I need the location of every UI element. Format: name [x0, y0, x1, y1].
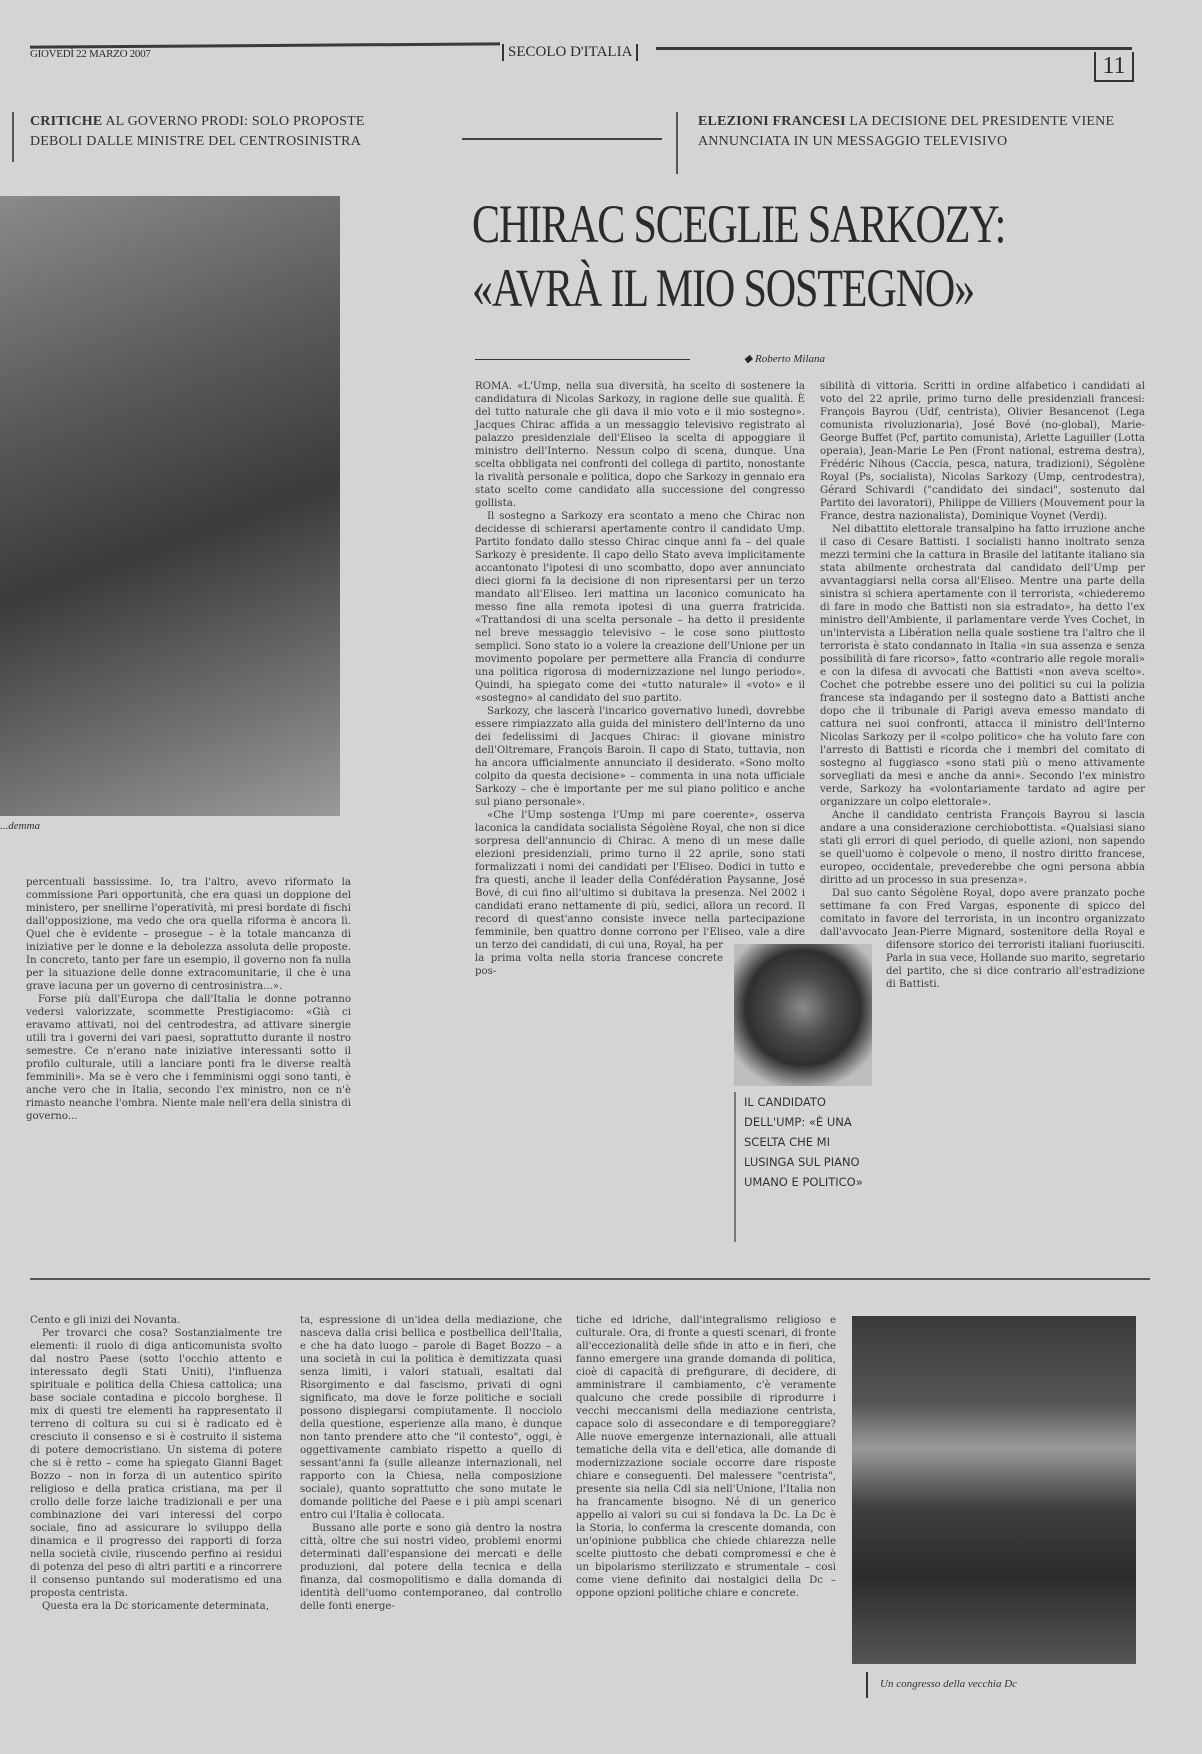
photo-dc-congress: [852, 1316, 1136, 1664]
kicker-rule: [462, 138, 662, 140]
paragraph: Forse più dall'Europa che dall'Italia le donne potranno vedersi valorizzate, scommette Prestigiacomo: «Già ci eravamo attivati, noi del centrodestra, ad attivare sinergie utili tra i governi dei vari paesi, soprattutto durante il nostro semestre. Ce n'erano nate iniziative interessanti sotto il profilo culturale, utili a lanciare ponti fra le diverse realtà femminili». Ma se è vero che i femminismi oggi sono tanti, è anche vero che in Italia, secondo l'ex ministro, non ce n'è rimasto neanche l'ombra. Niente male nell'era della sinistra di governo...: [26, 994, 351, 1122]
header-rule-right: [656, 47, 1132, 50]
bottom-story-column-1: [30, 1314, 282, 1613]
kicker-label: CRITICHE: [30, 114, 103, 129]
paragraph: ta, espressione di un'idea della mediazione, che nasceva dalla crisi bellica e postbellica dell'Italia, e che ha dato luogo – parole di Baget Bozzo – a una società in cui la politica è demitizzata quasi senza limiti, i valori statuali, esaltati dal Risorgimento e dal fascismo, privati di ogni significato, ma dove le forze politiche e sociali possono dispiegarsi compiutamente. Il nocciolo della questione, esperienze alla mano, è dunque non tanto prendere atto che "il contesto", oggi, è oggettivamente cambiato rispetto a quello di sessant'anni fa (sulle alleanze internazionali, nel rapporto con la Chiesa, nella composizione sociale), quanto soprattutto che sono mutate le domande politiche del Paese e i più ampi scenari entro cui l'Italia è collocata.: [300, 1315, 562, 1521]
paragraph: Anche il candidato centrista François Bayrou si lascia andare a una considerazione cerchiobottista. «Qualsiasi siano stati gli errori di quel periodo, di quelle azioni, non sapendo se quell'uomo è colpevole o meno, il nostro diritto francese, europeo, occidentale, prevederebbe che ogni persona abbia diritto ad un processo in sua presenza».: [820, 810, 1145, 886]
section-divider: [30, 1278, 1150, 1280]
page-number: 11: [1094, 52, 1134, 82]
left-photo-caption: ...demma: [0, 820, 41, 832]
paragraph: tiche ed idriche, dall'integralismo religioso e culturale. Ora, di fronte a questi scenari, di fronte all'eccezionalità delle sfide in atto e in fieri, che fanno emergere una grande domanda di politica, cioè di capacità di prefigurare, di decidere, di amministrare il cambiamento, c'è veramente qualcuno che crede possibile di riprodurre i vecchi meccanismi della mediazione centrista, capace solo di assecondare e di temporeggiare? Alle nuove emergenze internazionali, alle attuali tematiche della vita e dell'etica, alle domande di modernizzazione sociale occorre dare risposte chiare e conseguenti. Del malessere "centrista", presente sia nella Cdl sia nell'Unione, l'Italia non ha francamente bisogno. Né di un generico appello ai valori su cui si fondava la Dc. La Dc è la Storia, lo conferma la crescente domanda, con un'opinione pubblica che chiede chiarezza nelle scelte piuttosto che debati compromessi e che è un bipolarismo sterilizzato e strumentale – così come viene definito dai nostalgici della Dc – oppone opzioni politiche chiare e concrete.: [576, 1315, 836, 1599]
author-name: Roberto Milana: [755, 353, 825, 365]
bottom-story-column-3: [576, 1314, 836, 1600]
caption-rule: [866, 1672, 868, 1698]
masthead: SECOLO D'ITALIA: [502, 44, 638, 61]
kicker-label: ELEZIONI FRANCESI: [698, 114, 846, 129]
bottom-story-column-2: [300, 1314, 562, 1613]
main-story-kicker: [676, 112, 1138, 174]
paragraph: percentuali bassissime. Io, tra l'altro, avevo riformato la commissione Pari opportunità, che era quasi un doppione del ministero, per snellirne l'operatività, mi presi bordate di fischi dall'opposizione, ma vedo che ora quella riforma è ancora lì. Quel che è evidente – prosegue – è la totale mancanza di iniziative per le donne e la debolezza assoluta delle proposte. In concreto, tanto per fare un esempio, il governo non fa nulla per la situazione delle donne extracomunitarie, il che è una grave lacuna per un governo di centrosinistra...».: [26, 877, 351, 992]
left-story-body: [26, 876, 351, 1123]
paragraph: «Che l'Ump sostenga l'Ump mi pare coerente», osserva laconica la candidata socialista Ségolène Royal, che non si dice sorpresa dell'annuncio di Chirac. A meno di un mese dalle elezioni presidenziali, primo turno il 22 aprile, sono stati formalizzati i nomi dei candidati per l'Eliseo. Dodici in tutto e fra questi, anche il leader della Confédération Paysanne, José Bové, di cui fino all'ultimo si dubitava la presenza. Nel 2002 i candidati erano nettamente di più, sedici, allora un record. Il record di quest'anno consiste invece nella partecipazione femminile, ben quattro donne corrono per l'Eliseo, vale a dire un terzo dei candidati, di cui una, Royal, ha per la prima volta nella storia francese concrete pos-: [475, 810, 805, 977]
paragraph: Bussano alle porte e sono già dentro la nostra città, oltre che sui nostri video, problemi enormi determinati dall'espansione dei mercati e delle produzioni, dal potere della tecnica e della finanza, dal cosmopolitismo e dalla domanda di identità dell'uomo contemporaneo, dal controllo delle fonti energe-: [300, 1523, 562, 1612]
paragraph: ROMA. «L'Ump, nella sua diversità, ha scelto di sostenere la candidatura di Nicolas Sarkozy, in ragione delle sue qualità. È del tutto naturale che gli dava il mio voto e il mio sostegno». Jacques Chirac affida a un messaggio televisivo registrato al palazzo presidenziale dell'Eliseo la scelta di appoggiare il ministro dell'Interno. Nessun colpo di scena, dunque. Una scelta obbligata nei confronti del collega di partito, nonostante la rivalità personale e politica, dopo che Sarkozy in gennaio era stato scelto come candidato alla successione del congresso gollista.: [475, 381, 805, 509]
kicker-text: LA DECISIONE DEL PRESIDENTE VIENE ANNUNCIATA IN UN MESSAGGIO TELEVISIVO: [698, 114, 1115, 149]
diamond-icon: ◆: [743, 353, 756, 365]
paragraph: sibilità di vittoria. Scritti in ordine alfabetico i candidati al voto del 22 aprile, primo turno delle presidenziali francesi: François Bayrou (Udf, centrista), Olivier Besancenot (Lega comunista rivoluzionaria), José Bové (no-global), Marie-George Buffet (Pcf, partito comunista), Arlette Laguiller (Lotta operaia), Jean-Marie Le Pen (Front national, estrema destra), Frédéric Nihous (Caccia, pesca, natura, tradizioni), Ségolène Royal (Ps, socialista), Nicolas Sarkozy (Ump, centrodestra), Gérard Schivardi ("candidato dei sindaci", sostenuto dal Partito dei lavoratori), Philippe de Villiers (Mouvement pour la France, destra nazionalista), Dominique Voynet (Verdi).: [820, 381, 1145, 522]
kicker-text: AL GOVERNO PRODI: SOLO PROPOSTE DEBOLI DALLE MINISTRE DEL CENTROSINISTRA: [30, 114, 365, 149]
paragraph: Per trovarci che cosa? Sostanzialmente tre elementi: il ruolo di diga anticomunista svolto dal nostro Paese (sotto l'occhio attento e interessato degli Stati Uniti), l'influenza spirituale e politica della Chiesa cattolica; una base sociale contadina e piccolo borghese. Il mix di questi tre elementi ha rappresentato il terreno di coltura su cui si è radicato ed è cresciuto il consenso e si è costruito il sistema di potere democristiano. Un sistema di potere che si è retto – come ha spiegato Gianni Baget Bozzo – non in forza di un autentico spirito religioso e della pratica cristiana, ma per il crollo delle forze laiche tradizionali e per una combinazione dei vari interessi del corpo sociale, fino ad assicurare lo sviluppo della dinamica e il progresso dei rapporti di forza nella società civile, riuscendo perfino ai residui di potenza del peso di altri partiti e a rincorrere il consenso puntando sul moderatismo ed una proposta centrista.: [30, 1328, 282, 1599]
paragraph: Nel dibattito elettorale transalpino ha fatto irruzione anche il caso di Cesare Battisti. I socialisti hanno inoltrato senza mezzi termini che la cattura in Brasile del latitante italiano sia stata abilmente orchestrata dal candidato dell'Ump per avvantaggiarsi nella corsa all'Eliseo. Mentre una parte della sinistra si schiera apertamente con il terrorista, «chiederemo di fare in modo che Battisti non sia estradato», ha detto l'ex ministro dell'Ambiente, il parlamentare verde Yves Cochet, in un'intervista a Libération nella quale sostiene tra l'altro che il terrorista è stato condannato in Italia «in sua assenza e senza possibilità di fare ricorso», fatto «contrario alle regole morali» e con la difesa di avvocati che Battisti «non aveva scelto». Cochet che potrebbe essere uno dei politici su cui la polizia francese sta indagando per il sostegno dato a Battisti anche dopo che il tribunale di Parigi aveva emesso mandato di cattura nei suoi confronti, attacca il ministro dell'Interno Nicolas Sarkozy per il «colpo politico» che ha voluto fare con l'arresto di Battisti e ricorda che i membri del comitato di sostegno al fuggiasco «sono stati più o meno attivamente sorvegliati da mesi e anche da anni». Secondo l'ex ministro verde, Sarkozy ha «volontariamente tardato ad agire per organizzare un colpo elettorale».: [820, 524, 1145, 808]
byline: [475, 352, 825, 365]
paragraph: Sarkozy, che lascerà l'incarico governativo lunedì, dovrebbe essere rimpiazzato alla guida del ministero dell'Interno da uno dei fedelissimi di Jacques Chirac: il giovane ministro dell'Oltremare, François Baroin. Il capo di Stato, tuttavia, non ha ancora ufficialmente annunciato il desiderato. «Sono molto colpito da questa decisione» – commenta in una nota ufficiale Sarkozy – che è importante per me sul piano politico e anche sul piano personale».: [475, 706, 805, 808]
paragraph: Dal suo canto Ségolène Royal, dopo avere pranzato poche settimane fa con Fred Vargas, esponente di spicco del comitato in favore del terrorista, in un incontro organizzato dall'avvocato Jean-Pierre Mignard, sostenitore della Royal e difensore storico dei terroristi italiani fuoriusciti. Parla in sua vece, Hollande suo marito, segretario del partito, che si dice contrario all'estradizione di Battisti.: [820, 888, 1145, 990]
headline-line-1: CHIRAC SCEGLIE SARKOZY:: [472, 194, 1006, 254]
bottom-photo-caption: Un congresso della vecchia Dc: [880, 1678, 1018, 1690]
issue-date: GIOVEDÌ 22 MARZO 2007: [30, 48, 151, 60]
photo-women-with-flowers: [0, 196, 340, 816]
headline: [472, 192, 1005, 320]
photo-sarkozy: [734, 944, 872, 1086]
headline-line-2: «AVRÀ IL MIO SOSTEGNO»: [472, 258, 974, 318]
paragraph: Il sostegno a Sarkozy era scontato a meno che Chirac non decidesse di schierarsi apertamente contro il candidato Ump. Partito fondato dallo stesso Chirac cinque anni fa – del quale Sarkozy è presidente. Il capo dello Stato aveva implicitamente accantonato l'ipotesi di uno scombatto, dopo aver annunciato dieci giorni fa la decisione di non ripresentarsi per un terzo mandato all'Eliseo. Ieri mattina un laconico comunicato ha messo fine alla remota ipotesi di una guerra fratricida. «Trattandosi di una scelta personale – ha detto il presidente nel breve messaggio televisivo – le cose sono piuttosto semplici. Sono stato io a volere la creazione dell'Unione per un movimento popolare per permettere alla Francia di condurre una politica rigorosa di modernizzazione nel lungo periodo». Quindi, ha spiegato come dei «tutto naturale» il «voto» e il «sostegno» al candidato del suo partito.: [475, 511, 805, 704]
paragraph: Questa era la Dc storicamente determinata,: [42, 1601, 269, 1612]
left-story-kicker: [12, 112, 410, 162]
paragraph: Cento e gli inizi dei Novanta.: [30, 1315, 181, 1326]
sarkozy-photo-caption: IL CANDIDATO DELL'UMP: «È UNA SCELTA CHE MI LUSINGA SUL PIANO UMANO E POLITICO»: [734, 1092, 879, 1242]
